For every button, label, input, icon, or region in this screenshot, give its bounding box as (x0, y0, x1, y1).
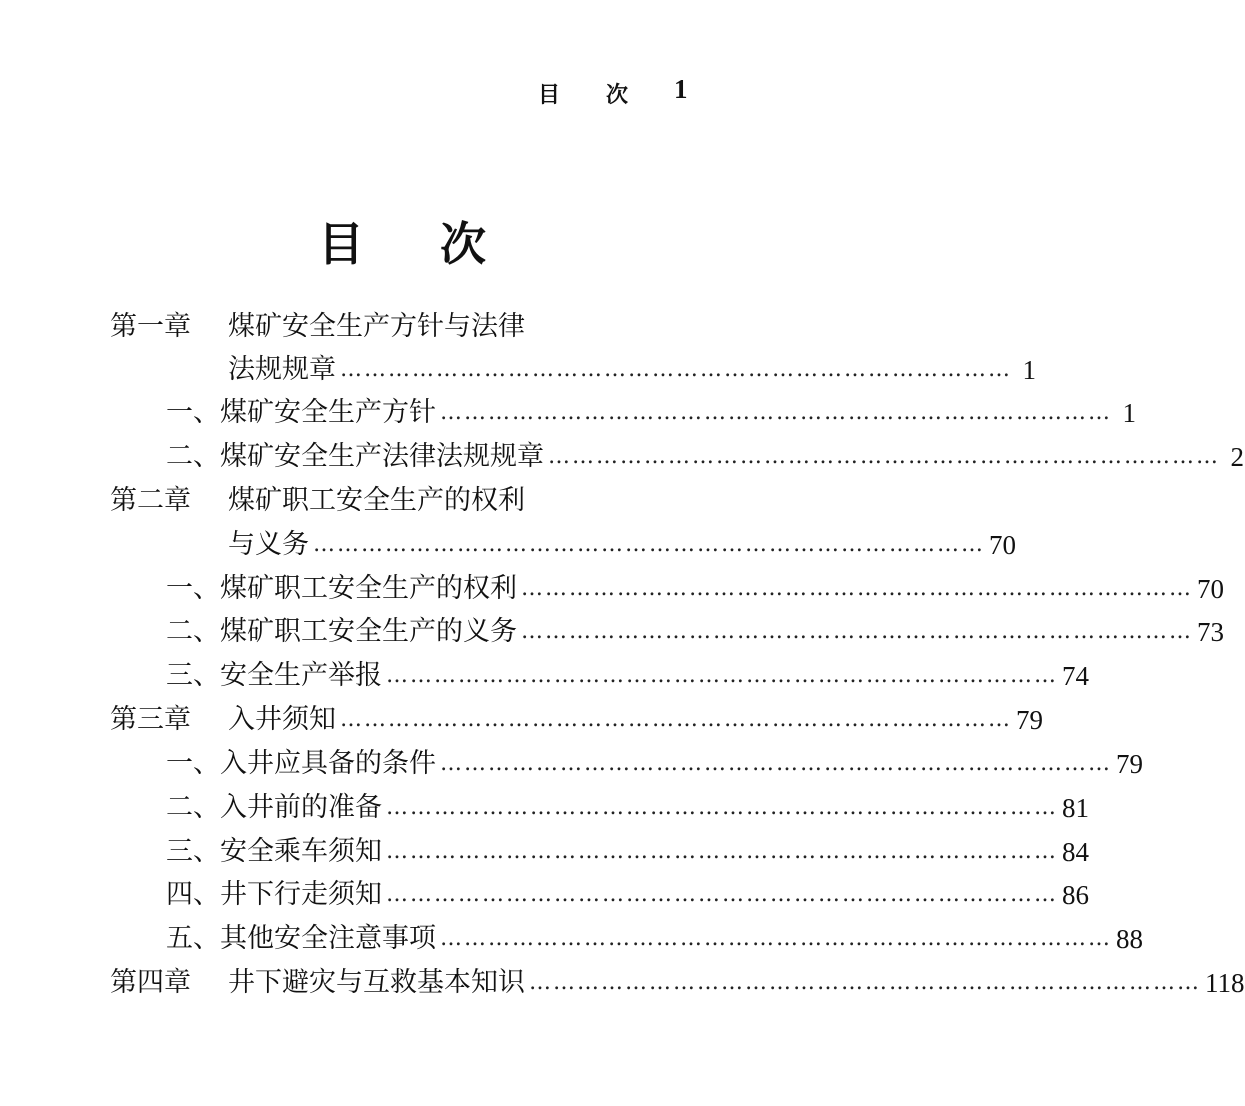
page-number: 73 (1197, 617, 1224, 647)
dot-leader: ………………………………………………………………………… (440, 751, 1112, 776)
dot-leader: ………………………………………………………………………… (440, 926, 1112, 951)
running-header-title: 目次 (538, 82, 675, 108)
toc-section-2-3[interactable] (166, 656, 1089, 696)
dot-leader: ………………………………………………………………………… (521, 619, 1193, 644)
page-number: 81 (1062, 793, 1089, 823)
toc-section-3-4[interactable] (166, 875, 1089, 915)
page-number: 70 (1197, 574, 1224, 604)
page-number: 84 (1062, 837, 1089, 867)
toc-chapter-1-line1 (0, 307, 790, 347)
page-number: 86 (1062, 880, 1089, 910)
toc-chapter-2-line1 (0, 481, 790, 521)
page-number: 79 (1116, 749, 1143, 779)
toc-chapter-3[interactable] (0, 700, 1043, 740)
chapter-entry (228, 963, 1245, 1003)
page-number: 118 (1205, 968, 1245, 998)
section-title: 一、入井应具备的条件 (166, 748, 436, 779)
chapter-title-continued: 与义务 (228, 529, 309, 560)
page-number: 88 (1116, 924, 1143, 954)
running-header (538, 74, 698, 112)
page-number: 74 (1062, 661, 1089, 691)
dot-leader: ………………………………………………………………………… (386, 663, 1058, 688)
dot-leader: ………………………………………………………………………… (340, 707, 1012, 732)
section-title: 二、入井前的准备 (166, 792, 382, 823)
section-title: 一、煤矿安全生产方针 (166, 397, 436, 428)
page-number: 1 (1022, 355, 1036, 385)
chapter-title-continued: 法规规章 (228, 354, 336, 385)
dot-leader: ………………………………………………………………………… (521, 576, 1193, 601)
chapter-label: 第三章 (110, 704, 191, 735)
dot-leader: ………………………………………………………………………… (386, 795, 1058, 820)
page-number: 2 (1230, 442, 1244, 472)
toc-section-1-2[interactable] (166, 437, 1244, 477)
toc-heading: 目次 (318, 217, 562, 271)
page-number: 1 (1122, 398, 1136, 428)
chapter-label: 第二章 (110, 485, 191, 516)
chapter-label: 第四章 (110, 967, 191, 998)
dot-leader: ………………………………………………………………………… (340, 357, 1012, 382)
toc-section-2-2[interactable] (166, 612, 1224, 652)
toc-chapter-2-entry[interactable] (228, 525, 1016, 565)
chapter-title: 煤矿安全生产方针与法律 (228, 311, 525, 342)
dot-leader: ………………………………………………………………………… (529, 970, 1201, 995)
dot-leader: ………………………………………………………………………… (386, 882, 1058, 907)
toc-section-1-1[interactable] (166, 393, 1136, 433)
section-title: 四、井下行走须知 (166, 879, 382, 910)
toc-chapter-4[interactable] (0, 963, 1245, 1003)
section-title: 一、煤矿职工安全生产的权利 (166, 573, 517, 604)
page-number: 79 (1016, 705, 1043, 735)
toc-section-2-1[interactable] (166, 569, 1224, 609)
dot-leader: ………………………………………………………………………… (548, 444, 1220, 469)
chapter-label: 第一章 (110, 311, 191, 342)
section-title: 五、其他安全注意事项 (166, 923, 436, 954)
toc-section-3-2[interactable] (166, 788, 1089, 828)
section-title: 二、煤矿职工安全生产的义务 (166, 616, 517, 647)
page-number: 70 (989, 530, 1016, 560)
chapter-entry (228, 700, 1043, 740)
dot-leader: ………………………………………………………………………… (313, 532, 985, 557)
chapter-title: 入井须知 (228, 704, 336, 735)
toc-section-3-3[interactable] (166, 832, 1089, 872)
dot-leader: ………………………………………………………………………… (440, 400, 1112, 425)
toc-section-3-5[interactable] (166, 919, 1143, 959)
section-title: 三、安全乘车须知 (166, 836, 382, 867)
toc-section-3-1[interactable] (166, 744, 1143, 784)
section-title: 三、安全生产举报 (166, 660, 382, 691)
toc-chapter-1-entry[interactable] (228, 350, 1036, 390)
chapter-title: 井下避灾与互救基本知识 (228, 967, 525, 998)
running-header-page-number: 1 (674, 74, 688, 104)
section-title: 二、煤矿安全生产法律法规规章 (166, 441, 544, 472)
dot-leader: ………………………………………………………………………… (386, 839, 1058, 864)
chapter-title: 煤矿职工安全生产的权利 (228, 485, 525, 516)
